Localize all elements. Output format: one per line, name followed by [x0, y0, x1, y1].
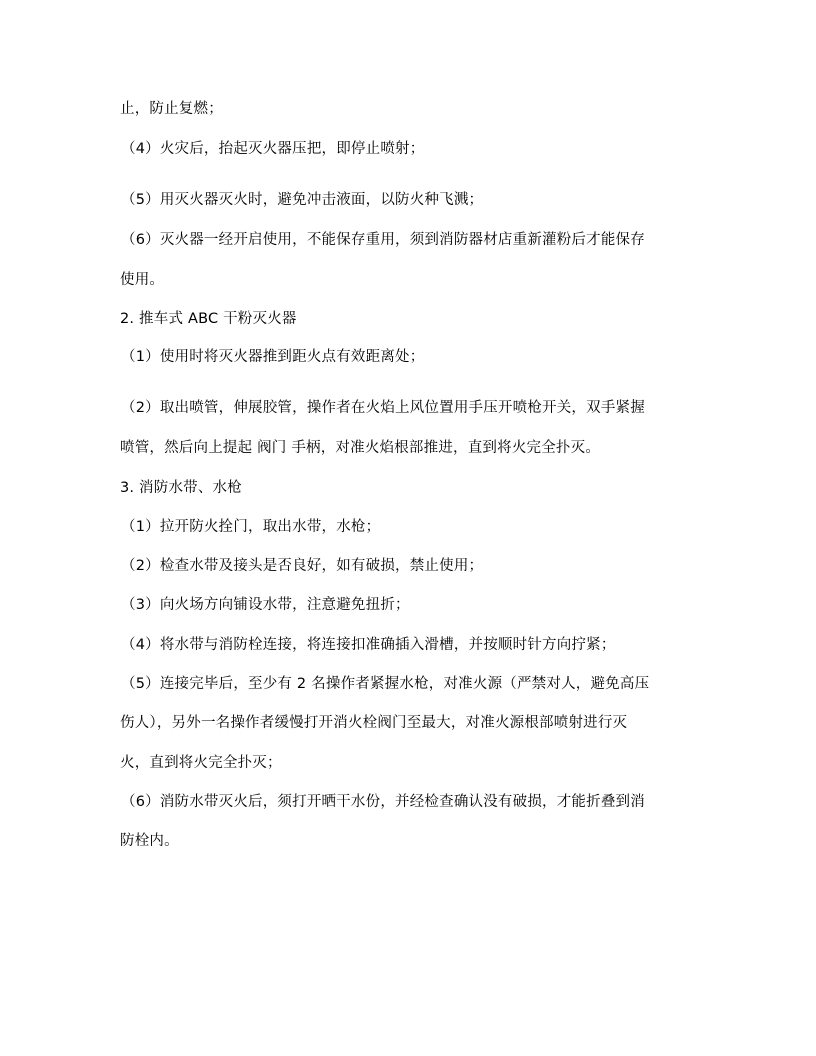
list-item: （4）将水带与消防栓连接，将连接扣准确插入滑槽，并按顺时针方向拧紧；: [121, 637, 616, 653]
list-item: （6）消防水带灭火后，须打开晒干水份，并经检查确认没有破损，才能折叠到消: [121, 794, 645, 810]
text-line: 伤人），另外一名操作者缓慢打开消火栓阀门至最大，对准火源根部喷射进行灭: [120, 715, 628, 731]
list-item: （4）火灾后，抬起灭火器压把，即停止喷射；: [121, 141, 425, 157]
list-item: （2）取出喷管，伸展胶管，操作者在火焰上风位置用手压开喷枪开关，双手紧握: [121, 400, 645, 416]
list-item: （3）向火场方向铺设水带，注意避免扭折；: [121, 597, 410, 613]
section-heading: 2. 推车式 ABC 干粉灭火器: [120, 311, 297, 327]
text-line: 喷管，然后向上提起 阀门 手柄，对准火焰根部推进，直到将火完全扑灭。: [120, 440, 601, 456]
section-heading: 3. 消防水带、水枪: [120, 480, 242, 496]
list-item: （6）灭火器一经开启使用，不能保存重用，须到消防器材店重新灌粉后才能保存: [121, 232, 645, 248]
list-item: （5）用灭火器灭火时，避免冲击液面，以防火种飞溅；: [121, 192, 484, 208]
list-item: （1）使用时将灭火器推到距火点有效距离处；: [121, 349, 425, 365]
text-line: 使用。: [120, 272, 165, 288]
list-item: （1）拉开防火拴门，取出水带，水枪；: [121, 519, 381, 535]
text-line: 火，直到将火完全扑灭；: [120, 755, 282, 771]
text-line: 防栓内。: [120, 833, 179, 849]
list-item: （2）检查水带及接头是否良好，如有破损，禁止使用；: [121, 558, 484, 574]
text-line: 止，防止复燃；: [120, 101, 223, 117]
list-item: （5）连接完毕后，至少有 2 名操作者紧握水枪，对准火源（严禁对人，避免高压: [121, 676, 650, 692]
